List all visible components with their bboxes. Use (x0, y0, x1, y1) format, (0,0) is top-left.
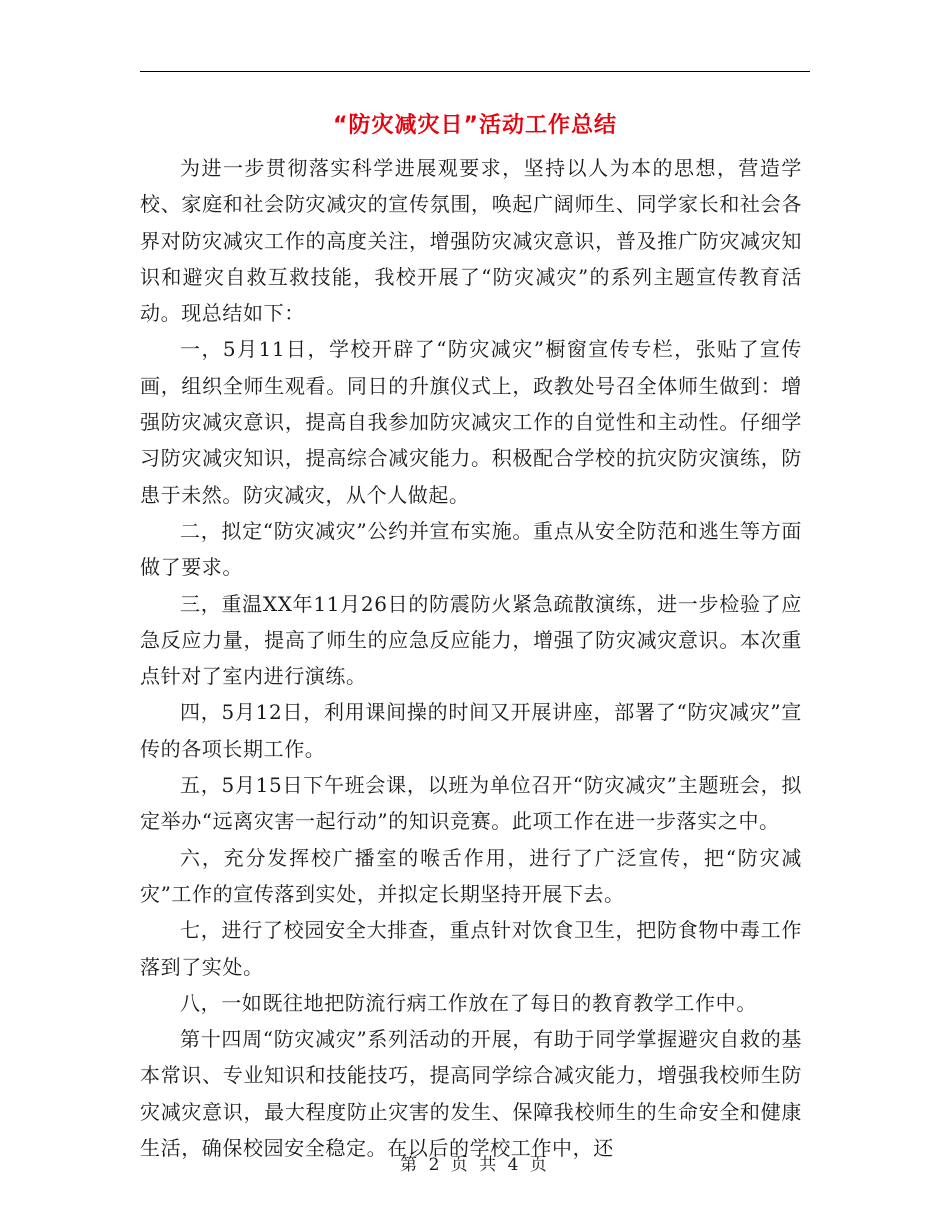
paragraph-item-7: 七，进行了校园安全大排查，重点针对饮食卫生，把防食物中毒工作落到了实处。 (140, 918, 802, 979)
page-number-footer: 第 2 页 共 4 页 (400, 1155, 550, 1175)
paragraph-conclusion: 第十四周“防灾减灾”系列活动的开展，有助于同学掌握避灾自救的基本常识、专业知识和技能技巧，提高同学综合减灾能力，增强我校师生防灾减灾意识，最大程度防止灾害的发生、保障我校师生的生命安全和健康生活，确保校园安全稳定。在以后的学校工作中，还 (140, 1027, 802, 1161)
paragraph-item-3: 三，重温XX年11月26日的防震防火紧急疏散演练，进一步检验了应急反应力量，提高了师生的应急反应能力，增强了防灾减灾意识。本次重点针对了室内进行演练。 (140, 591, 802, 689)
document-body (140, 150, 802, 1166)
paragraph-intro: 为进一步贯彻落实科学进展观要求，坚持以人为本的思想，营造学校、家庭和社会防灾减灾的宣传氛围，唤起广阔师生、同学家长和社会各界对防灾减灾工作的高度关注，增强防灾减灾意识，普及推广防灾减灾知识和避灾自救互救技能，我校开展了“防灾减灾”的系列主题宣传教育活动。现总结如下： (140, 156, 802, 326)
paragraph-item-4: 四，5月12日，利用课间操的时间又开展讲座，部署了“防灾减灾”宣传的各项长期工作。 (140, 700, 802, 761)
paragraph-item-8: 八，一如既往地把防流行病工作放在了每日的教育教学工作中。 (180, 990, 757, 1015)
document-title: “防灾减灾日”活动工作总结 (333, 113, 617, 138)
paragraph-item-6: 六，充分发挥校广播室的喉舌作用，进行了广泛宣传，把“防灾减灾”工作的宣传落到实处，并拟定长期坚持开展下去。 (140, 845, 802, 906)
paragraph-item-2: 二，拟定“防灾减灾”公约并宣布实施。重点从安全防范和逃生等方面做了要求。 (140, 518, 802, 580)
header-rule (140, 71, 810, 72)
paragraph-item-1: 一，5月11日，学校开辟了“防灾减灾”橱窗宣传专栏，张贴了宣传画，组织全师生观看。同日的升旗仪式上，政教处号召全体师生做到：增强防灾减灾意识，提高自我参加防灾减灾工作的自觉性和主动性。仔细学习防灾减灾知识，提高综合减灾能力。积极配合学校的抗灾防灾演练，防患于未然。防灾减灾，从个人做起。 (140, 337, 802, 507)
paragraph-item-5: 五，5月15日下午班会课，以班为单位召开“防灾减灾”主题班会，拟定举办“远离灾害一起行动”的知识竞赛。此项工作在进一步落实之中。 (140, 773, 802, 834)
